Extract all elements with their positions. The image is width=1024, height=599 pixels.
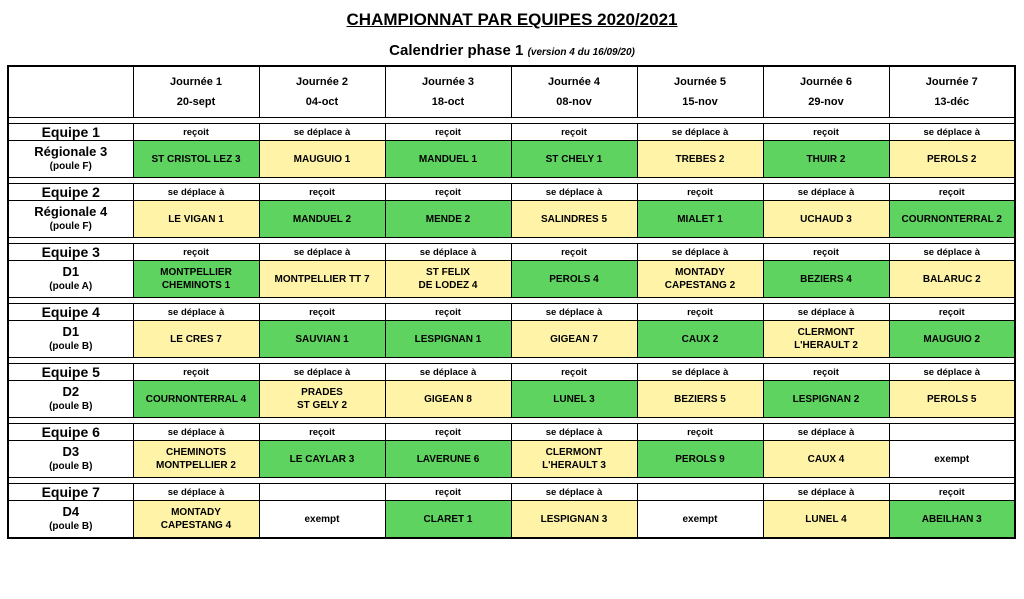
match-status: se déplace à <box>763 184 889 201</box>
opponent-cell: PEROLS 5 <box>889 381 1015 418</box>
journee-date: 04-oct <box>305 96 339 108</box>
opponent-cell: LUNEL 4 <box>763 501 889 539</box>
opponent-cell: MANDUEL 2 <box>259 201 385 238</box>
match-status <box>259 484 385 501</box>
journee-header <box>385 66 511 118</box>
match-status: reçoit <box>385 184 511 201</box>
match-status: se déplace à <box>889 364 1015 381</box>
team-division: D1 <box>62 324 80 339</box>
team-status-row <box>8 124 1015 141</box>
opponent-cell: GIGEAN 7 <box>511 321 637 358</box>
corner-cell <box>8 66 133 118</box>
team-poule: (poule B) <box>49 401 93 412</box>
opponent-cell: MAUGUIO 1 <box>259 141 385 178</box>
team-status-row <box>8 364 1015 381</box>
opponent-cell: LESPIGNAN 1 <box>385 321 511 358</box>
match-status: se déplace à <box>133 304 259 321</box>
team-division-cell <box>8 321 133 358</box>
opponent-cell: LAVERUNE 6 <box>385 441 511 478</box>
opponent-cell: BEZIERS 5 <box>637 381 763 418</box>
team-poule: (poule F) <box>49 161 92 172</box>
team-division: Régionale 4 <box>34 204 108 219</box>
team-opponent-row <box>8 201 1015 238</box>
team-division-cell <box>8 501 133 539</box>
journee-label: Journée 7 <box>925 76 978 88</box>
journee-label: Journée 3 <box>422 76 474 88</box>
match-status: reçoit <box>259 424 385 441</box>
team-opponent-row <box>8 141 1015 178</box>
opponent-cell: CLERMONT L'HERAULT 2 <box>763 321 889 358</box>
team-poule: (poule B) <box>49 461 93 472</box>
opponent-cell: MENDE 2 <box>385 201 511 238</box>
match-status: se déplace à <box>637 244 763 261</box>
match-status: se déplace à <box>259 244 385 261</box>
opponent-cell: SALINDRES 5 <box>511 201 637 238</box>
match-status: reçoit <box>763 364 889 381</box>
calendar-table <box>7 65 1016 539</box>
team-name: Equipe 4 <box>8 304 133 321</box>
match-status: reçoit <box>637 304 763 321</box>
match-status: se déplace à <box>511 484 637 501</box>
opponent-cell: CAUX 4 <box>763 441 889 478</box>
journee-date: 13-déc <box>934 96 970 108</box>
opponent-cell: BALARUC 2 <box>889 261 1015 298</box>
match-status: se déplace à <box>259 364 385 381</box>
team-status-row <box>8 424 1015 441</box>
team-division-cell <box>8 201 133 238</box>
opponent-cell: ABEILHAN 3 <box>889 501 1015 539</box>
team-name: Equipe 2 <box>8 184 133 201</box>
journee-label: Journée 1 <box>170 76 222 88</box>
match-status: reçoit <box>511 124 637 141</box>
journee-date: 20-sept <box>176 96 216 108</box>
opponent-cell: MANDUEL 1 <box>385 141 511 178</box>
team-division: Régionale 3 <box>34 144 108 159</box>
match-status: reçoit <box>385 304 511 321</box>
match-status: se déplace à <box>385 244 511 261</box>
opponent-cell: exempt <box>259 501 385 539</box>
opponent-cell: PEROLS 9 <box>637 441 763 478</box>
match-status: reçoit <box>889 304 1015 321</box>
match-status: se déplace à <box>133 424 259 441</box>
match-status: reçoit <box>385 424 511 441</box>
team-division: D1 <box>62 264 80 279</box>
opponent-cell: PRADES ST GELY 2 <box>259 381 385 418</box>
match-status: reçoit <box>511 364 637 381</box>
page-subtitle <box>0 42 1024 59</box>
journee-date: 29-nov <box>808 96 844 108</box>
journee-header <box>637 66 763 118</box>
team-division-cell <box>8 141 133 178</box>
match-status: reçoit <box>889 184 1015 201</box>
opponent-cell: SAUVIAN 1 <box>259 321 385 358</box>
journee-header <box>259 66 385 118</box>
opponent-cell: COURNONTERRAL 4 <box>133 381 259 418</box>
team-division-cell <box>8 261 133 298</box>
opponent-cell: CHEMINOTS MONTPELLIER 2 <box>133 441 259 478</box>
journee-header <box>511 66 637 118</box>
match-status: se déplace à <box>259 124 385 141</box>
opponent-cell: BEZIERS 4 <box>763 261 889 298</box>
match-status: reçoit <box>637 424 763 441</box>
match-status: se déplace à <box>637 124 763 141</box>
team-division: D2 <box>62 384 80 399</box>
match-status: se déplace à <box>511 184 637 201</box>
match-status <box>637 484 763 501</box>
opponent-cell: LESPIGNAN 3 <box>511 501 637 539</box>
team-name: Equipe 3 <box>8 244 133 261</box>
match-status: reçoit <box>511 244 637 261</box>
team-name: Equipe 1 <box>8 124 133 141</box>
team-division: D4 <box>62 504 80 519</box>
match-status: se déplace à <box>763 304 889 321</box>
opponent-cell: COURNONTERRAL 2 <box>889 201 1015 238</box>
opponent-cell: LE CRES 7 <box>133 321 259 358</box>
opponent-cell: exempt <box>637 501 763 539</box>
journee-label: Journée 2 <box>296 76 348 88</box>
match-status: se déplace à <box>889 244 1015 261</box>
opponent-cell: PEROLS 2 <box>889 141 1015 178</box>
team-division: D3 <box>62 444 80 459</box>
match-status <box>889 424 1015 441</box>
match-status: reçoit <box>133 364 259 381</box>
version-note: (version 4 du 16/09/20) <box>527 47 635 58</box>
team-status-row <box>8 244 1015 261</box>
journee-header <box>763 66 889 118</box>
opponent-cell: PEROLS 4 <box>511 261 637 298</box>
opponent-cell: GIGEAN 8 <box>385 381 511 418</box>
journee-header <box>133 66 259 118</box>
match-status: reçoit <box>259 184 385 201</box>
team-poule: (poule F) <box>49 221 92 232</box>
subtitle-text: Calendrier phase 1 <box>389 42 524 59</box>
match-status: se déplace à <box>889 124 1015 141</box>
opponent-cell: ST CHELY 1 <box>511 141 637 178</box>
opponent-cell: exempt <box>889 441 1015 478</box>
opponent-cell: MIALET 1 <box>637 201 763 238</box>
page-title: CHAMPIONNAT PAR EQUIPES 2020/2021 <box>346 10 678 29</box>
match-status: reçoit <box>889 484 1015 501</box>
team-opponent-row <box>8 261 1015 298</box>
team-opponent-row <box>8 441 1015 478</box>
team-status-row <box>8 484 1015 501</box>
team-name: Equipe 5 <box>8 364 133 381</box>
opponent-cell: MAUGUIO 2 <box>889 321 1015 358</box>
team-division-cell <box>8 441 133 478</box>
match-status: se déplace à <box>511 304 637 321</box>
opponent-cell: CLARET 1 <box>385 501 511 539</box>
opponent-cell: LESPIGNAN 2 <box>763 381 889 418</box>
journee-label: Journée 4 <box>548 76 600 88</box>
match-status: reçoit <box>259 304 385 321</box>
team-poule: (poule B) <box>49 341 93 352</box>
opponent-cell: MONTPELLIER TT 7 <box>259 261 385 298</box>
match-status: se déplace à <box>133 484 259 501</box>
match-status: se déplace à <box>763 424 889 441</box>
opponent-cell: LE CAYLAR 3 <box>259 441 385 478</box>
team-opponent-row <box>8 321 1015 358</box>
opponent-cell: THUIR 2 <box>763 141 889 178</box>
match-status: se déplace à <box>763 484 889 501</box>
team-name: Equipe 6 <box>8 424 133 441</box>
opponent-cell: CLERMONT L'HERAULT 3 <box>511 441 637 478</box>
opponent-cell: MONTADY CAPESTANG 4 <box>133 501 259 539</box>
journee-header <box>889 66 1015 118</box>
opponent-cell: LUNEL 3 <box>511 381 637 418</box>
opponent-cell: CAUX 2 <box>637 321 763 358</box>
match-status: reçoit <box>385 484 511 501</box>
match-status: se déplace à <box>385 364 511 381</box>
team-division-cell <box>8 381 133 418</box>
journee-label: Journée 5 <box>674 76 726 88</box>
match-status: reçoit <box>133 124 259 141</box>
opponent-cell: MONTPELLIER CHEMINOTS 1 <box>133 261 259 298</box>
team-name: Equipe 7 <box>8 484 133 501</box>
team-opponent-row <box>8 381 1015 418</box>
journee-date: 08-nov <box>556 96 592 108</box>
opponent-cell: TREBES 2 <box>637 141 763 178</box>
team-status-row <box>8 304 1015 321</box>
match-status: se déplace à <box>133 184 259 201</box>
opponent-cell: ST FELIX DE LODEZ 4 <box>385 261 511 298</box>
match-status: se déplace à <box>637 364 763 381</box>
match-status: reçoit <box>637 184 763 201</box>
journee-date: 18-oct <box>431 96 465 108</box>
journee-label: Journée 6 <box>800 76 852 88</box>
match-status: reçoit <box>763 124 889 141</box>
team-poule: (poule A) <box>49 281 93 292</box>
match-status: se déplace à <box>511 424 637 441</box>
opponent-cell: MONTADY CAPESTANG 2 <box>637 261 763 298</box>
opponent-cell: ST CRISTOL LEZ 3 <box>133 141 259 178</box>
team-status-row <box>8 184 1015 201</box>
team-opponent-row <box>8 501 1015 539</box>
match-status: reçoit <box>385 124 511 141</box>
match-status: reçoit <box>133 244 259 261</box>
journee-date: 15-nov <box>682 96 718 108</box>
header-row <box>8 66 1015 118</box>
opponent-cell: UCHAUD 3 <box>763 201 889 238</box>
opponent-cell: LE VIGAN 1 <box>133 201 259 238</box>
team-poule: (poule B) <box>49 521 93 532</box>
match-status: reçoit <box>763 244 889 261</box>
